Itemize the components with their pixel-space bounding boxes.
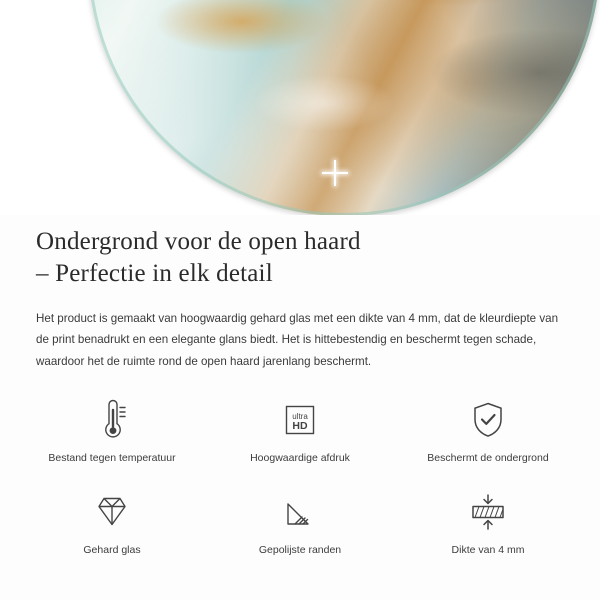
page-title-line-1: Ondergrond voor de open haard <box>36 228 361 255</box>
feature-label: Beschermt de ondergrond <box>427 452 549 464</box>
feature-item-thickness <box>394 490 582 558</box>
feature-item-polished-edges <box>206 490 394 558</box>
feature-label: Hoogwaardige afdruk <box>250 452 350 464</box>
page-title-line-2: – Perfectie in elk detail <box>36 260 273 287</box>
feature-label: Gepolijste randen <box>258 543 342 556</box>
description-paragraph: Het product is gemaakt van hoogwaardig gehard glas met een dikte van 4 mm, dat de kleurdiepte van de print benadrukt en een elegante glans biedt. Het is hittebestendig en beschermt tegen schade, waardoor het de ruimte rond de open haard jarenlang beschermt. <box>36 312 559 368</box>
hero-image <box>0 0 600 215</box>
feature-item-surface-protection <box>394 398 582 466</box>
thickness-arrows-icon <box>466 490 510 534</box>
feature-label: Bestand tegen temperatuur <box>48 452 176 464</box>
feature-item-tempered-glass <box>18 490 206 558</box>
page-title <box>36 226 564 290</box>
thermometer-icon <box>92 398 132 442</box>
text-block <box>36 226 564 372</box>
svg-text:ultra: ultra <box>292 412 308 421</box>
feature-label: Dikte van 4 mm <box>451 543 525 556</box>
feature-item-temperature <box>18 398 206 466</box>
polished-edges-icon <box>280 490 320 534</box>
shield-check-icon <box>468 398 508 442</box>
svg-text:HD: HD <box>292 420 308 432</box>
feature-grid <box>18 398 582 557</box>
diamond-icon <box>91 490 133 534</box>
feature-label: Gehard glas <box>83 543 141 556</box>
feature-item-print-quality <box>206 398 394 466</box>
ultra-hd-icon <box>280 398 320 442</box>
glass-disc-graphic <box>88 0 600 215</box>
